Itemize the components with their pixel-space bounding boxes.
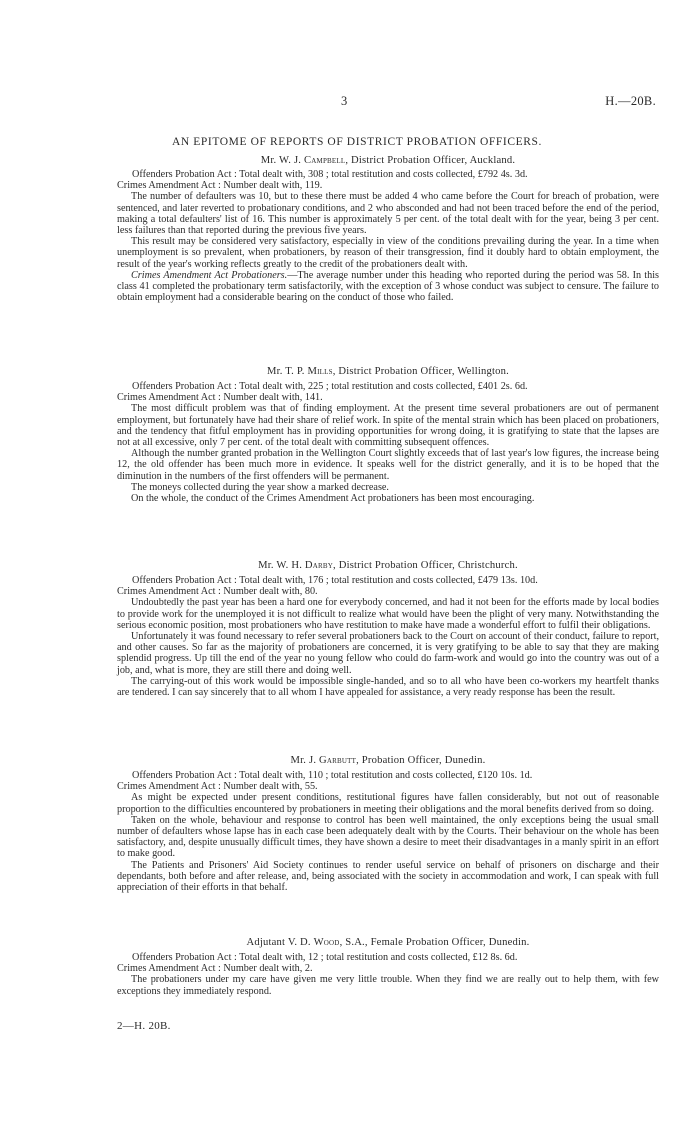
paragraph: Undoubtedly the past year has been a hard one for everybody concerned, and had it not been for the efforts made by local bodies to provide work for the unemployed it is not difficult to realize what would have been the plight of very many. Notwithstanding the serious economic position, most probationers who have restitution to make have made a wonderful effort to fulfil their obligations. [117, 597, 659, 631]
paragraph: The Patients and Prisoners' Aid Society continues to render useful service on behalf of prisoners on discharge and their dependants, both before and after release, and, being associated with the society in accommodation and work, I can speak with full appreciation of their efforts in that behalf. [117, 859, 659, 894]
page-number: 3 [341, 94, 348, 108]
section-body-wood [117, 952, 659, 997]
paragraph: Crimes Amendment Act : Number dealt with, 80. [117, 586, 318, 598]
paragraph: Crimes Amendment Act : Number dealt with, 2. [117, 963, 313, 975]
section-body-garbutt [117, 770, 659, 893]
italic-heading: Crimes Amendment Act Probationers. [131, 269, 288, 281]
paragraph: Offenders Probation Act : Total dealt with, 225 ; total restitution and costs collected, £401 2s. 6d. [132, 381, 528, 392]
paragraph: Crimes Amendment Act : Number dealt with, 55. [117, 781, 318, 793]
section-heading-campbell: Mr. W. J. Campbell, District Probation Officer, Auckland. [260, 155, 516, 166]
section-heading-darby: Mr. W. H. Darby, District Probation Officer, Christchurch. [258, 560, 518, 571]
paragraph: Crimes Amendment Act Probationers.—The average number under this heading who reported during the period was 58. In this class 41 completed the probationary term satisfactorily, with the exception of 3 whose conduct was subject to censure. The failure to obtain employment had a considerable bearing on the conduct of those who failed. [117, 269, 659, 304]
paragraph: On the whole, the conduct of the Crimes Amendment Act probationers has been most encouraging. [131, 493, 535, 505]
paragraph: Offenders Probation Act : Total dealt with, 308 ; total restitution and costs collected, £792 4s. 3d. [132, 169, 528, 180]
document-code: H.—20B. [605, 94, 656, 108]
paragraph: Crimes Amendment Act : Number dealt with, 119. [117, 180, 323, 192]
paragraph: The probationers under my care have given me very little trouble. When they find we are really out to help them, with few exceptions they immediately respond. [117, 974, 659, 997]
officer-name: Campbell [304, 155, 346, 166]
section-body-campbell [117, 169, 659, 303]
paragraph: The moneys collected during the year show a marked decrease. [131, 481, 389, 493]
paragraph: Offenders Probation Act : Total dealt with, 110 ; total restitution and costs collected, £120 10s. 1d. [132, 770, 533, 781]
section-heading-mills: Mr. T. P. Mills, District Probation Officer, Wellington. [267, 366, 509, 377]
officer-name: Garbutt [319, 755, 357, 766]
paragraph: Unfortunately it was found necessary to refer several probationers back to the Court on account of their conduct, failure to report, and other causes. So far as the majority of probationers are concerned, it is very gratifying to be able to say that they are making splendid progress. Up till the end of the year no young fellow who could do farm-work and would go into the country was out of a job, and, what is more, they are still there and doing well. [117, 631, 659, 676]
section-body-mills [117, 381, 659, 504]
paragraph: The number of defaulters was 10, but to these there must be added 4 who came before the Court for breach of probation, were sentenced, and later reverted to probationary conditions, and 2 who absconded and had not been traced before the end of the period, making a total defaulters' list of 16. This number is approximately 5 per cent. of the total dealt with for the year, being 3 per cent. less failures than that reported during the previous five years. [117, 191, 659, 237]
paragraph: Offenders Probation Act : Total dealt with, 176 ; total restitution and costs collected, £479 13s. 10d. [132, 575, 538, 586]
paragraph: Crimes Amendment Act : Number dealt with, 141. [117, 392, 323, 404]
officer-name: Darby [304, 560, 334, 571]
section-heading-garbutt: Mr. J. Garbutt, Probation Officer, Dunedin. [290, 755, 486, 766]
page-title: AN EPITOME OF REPORTS OF DISTRICT PROBATION OFFICERS. [172, 136, 542, 148]
paragraph: The most difficult problem was that of finding employment. At the present time several probationers are out of permanent employment, but fortunately have had their share of relief work. In spite of the mental strain which has been placed on probationers, and the tendency that fitful employment has in providing opportunities for wrong doing, it is gratifying to state that the lapses are not at all excessive, only 7 per cent. of the total dealt with committing subsequent offences. [117, 403, 659, 449]
section-heading-wood: Adjutant V. D. Wood, S.A., Female Probation Officer, Dunedin. [246, 937, 530, 948]
section-body-darby [117, 575, 659, 698]
officer-name: Mills [307, 366, 333, 377]
page-header [0, 94, 700, 110]
paragraph: As might be expected under present conditions, restitutional figures have fallen considerably, but not out of reasonable proportion to the difficulties encountered by probationers in meeting their obligations and the moral benefits derived from so doing. [117, 792, 659, 815]
footer-signature-code: 2—H. 20B. [117, 1020, 171, 1032]
officer-name: Wood [313, 937, 340, 948]
paragraph: Taken on the whole, behaviour and response to control has been well maintained, the only exceptions being the usual small number of defaulters whose lapse has in each case been adequately dealt with by the Courts. Their behaviour on the whole has been satisfactory, and, despite unusually difficult times, they have shown a desire to meet their disadvantages in a manly spirit in an effort to make good. [117, 814, 659, 860]
paragraph: The carrying-out of this work would be impossible single-handed, and so to all who have been co-workers my heartfelt thanks are tendered. I can say sincerely that to all whom I have appealed for assistance, a very ready response has been the result. [117, 675, 659, 699]
paragraph: Although the number granted probation in the Wellington Court slightly exceeds that of last year's low figures, the increase being 12, the old offender has been much more in evidence. It speaks well for the district generally, and it is to be hoped that the diminution in the numbers of the first offenders will be permanent. [117, 448, 659, 482]
paragraph: This result may be considered very satisfactory, especially in view of the conditions prevailing during the year. In a time when unemployment is so prevalent, when probationers, by reason of their transgression, find it doubly hard to obtain employment, the result of the year's working reflects greatly to the credit of the probationers dealt with. [117, 236, 659, 270]
paragraph: Offenders Probation Act : Total dealt with, 12 ; total restitution and costs collected, £12 8s. 6d. [132, 952, 518, 963]
